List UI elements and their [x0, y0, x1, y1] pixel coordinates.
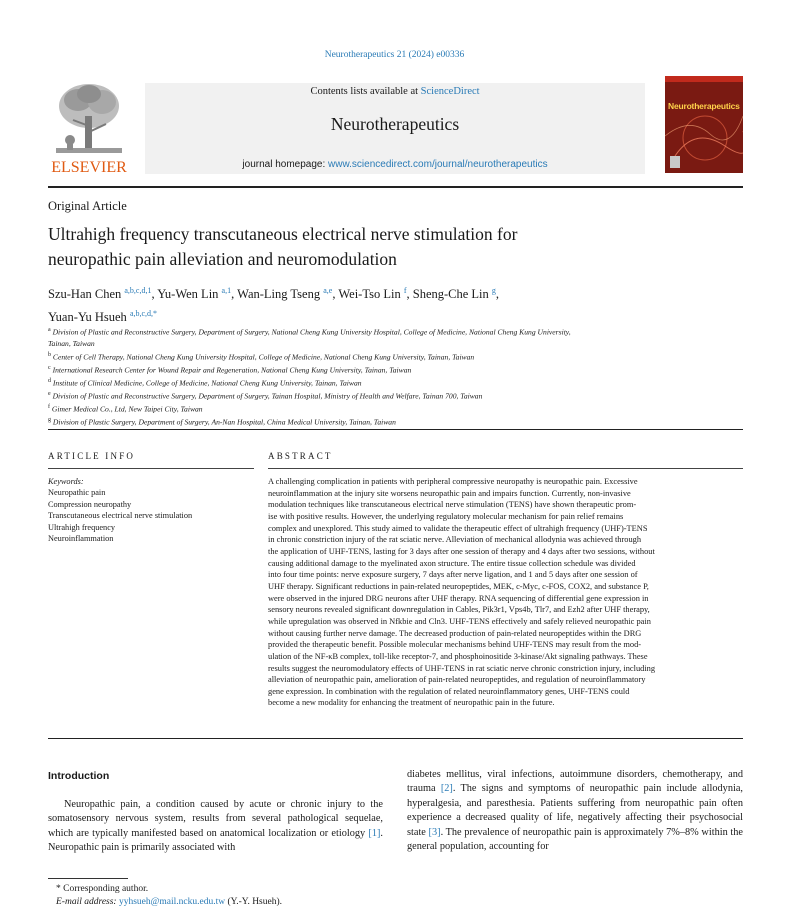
abstract-line: A challenging complication in patients with peripheral compressive neuropathy is neuropathic pain. Excessive — [268, 477, 638, 486]
keyword: Neuroinflammation — [48, 534, 114, 544]
author[interactable]: Sheng-Che Lin $^g$, — [412, 286, 500, 302]
abstract-line: neuroinflammation at the injury site worsens neuropathic pain and impairs function. Currently, non-invasive — [268, 488, 631, 498]
abstract-line: the application of UHF-TENS, lasting for 3 days after one session of therapy and 4 days after two sessions, without — [268, 546, 655, 556]
abstract-line: provided the therapeutic benefit. Possible molecular mechanisms behind UHF-TENS may result from the mod- — [268, 640, 642, 650]
homepage-link[interactable]: www.sciencedirect.com/journal/neurotherapeutics — [328, 159, 548, 170]
contents-line — [145, 86, 645, 97]
affiliation: $^b$ Center of Cell Therapy, National Cheng Kung University Hospital, College of Medicine, National Cheng Kung University, Tainan, Taiwan — [48, 351, 475, 362]
affiliation-continuation: Tainan, Taiwan — [48, 339, 95, 349]
author-affiliation-marks[interactable]: f — [403, 286, 407, 295]
section-heading-introduction: Introduction — [48, 770, 110, 782]
sciencedirect-link[interactable]: ScienceDirect — [420, 86, 480, 97]
author[interactable]: Yuan-Yu Hsueh $^{a,b,c,d,*}$ — [48, 309, 158, 325]
author-list — [48, 281, 688, 327]
affiliation: $^e$ Division of Plastic and Reconstructive Surgery, Department of Surgery, Tainan Hospital, Ministry of Health and Welfare, Tainan 700, Taiwan — [48, 391, 483, 401]
journal-name: Neurotherapeutics — [330, 114, 460, 134]
article-info-rule — [48, 468, 254, 469]
abstract-line: were observed in the injured DRG neurons after UHF therapy. RNA sequencing of differential gene expression in — [268, 593, 649, 603]
reference-link[interactable]: [3] — [428, 826, 441, 838]
journal-citation[interactable] — [0, 50, 789, 60]
keywords-list — [48, 476, 258, 544]
header-rule — [48, 186, 743, 188]
title-line-1: Ultrahigh frequency transcutaneous electrical nerve stimulation for — [48, 224, 518, 244]
title-line-2: neuropathic pain alleviation and neuromodulation — [48, 249, 397, 269]
abstract-body — [268, 476, 743, 709]
abstract-rule — [268, 468, 743, 469]
reference-link[interactable]: [1] — [368, 827, 381, 839]
keyword: Transcutaneous electrical nerve stimulation — [48, 511, 193, 521]
abstract-end-rule — [48, 738, 743, 739]
affiliation: $^a$ Division of Plastic and Reconstructive Surgery, Department of Surgery, National Cheng Kung University Hospital, College of Medicine, National Cheng Kung University, — [48, 327, 571, 337]
homepage-prefix: journal homepage: — [242, 159, 326, 170]
masthead — [48, 76, 743, 176]
abstract-line: into four time points: nerve exposure surgery, 7 days after nerve ligation, and 1 and 5 days after one session of — [268, 570, 638, 580]
email-link[interactable]: yyhsueh@mail.ncku.edu.tw — [118, 897, 226, 907]
journal-cover-icon — [665, 76, 743, 173]
author-affiliation-marks[interactable]: g — [491, 286, 496, 295]
contents-prefix: Contents lists available at — [310, 86, 419, 97]
affiliation: $^d$ Institute of Clinical Medicine, College of Medicine, National Cheng Kung University, Tainan, Taiwan — [48, 377, 362, 388]
cover-title: Neurotherapeutics — [668, 101, 740, 111]
introduction-paragraph-left: Neuropathic pain, a condition caused by acute or chronic injury to the somatosensory nervous system, results from several pathological sequelae, which are typically manifested based on anatomical localization or etiology [1]. Neuropathic pain is primarily associated with — [48, 799, 383, 854]
journal-cover-thumbnail[interactable] — [665, 76, 743, 173]
introduction-paragraph-right: diabetes mellitus, viral infections, autoimmune disorders, chemotherapy, and trauma [2]. The signs and symptoms of neuropathic pain include allodynia, hyperalgesia, and paresthesia. Patients suffering from neuropathic pain often experience a decreased quality of life, negatively affecting their psychosocial state [3]. The prevalence of neuropathic pain is approximately 7%–8% within the general population, accounting for — [407, 769, 743, 853]
email-footnote — [56, 897, 282, 907]
abstract-line: complex and unexplored. This study aimed to validate the therapeutic effect of ultrahigh frequency (UHF)-TENS — [268, 523, 648, 533]
keyword: Ultrahigh frequency — [48, 522, 116, 532]
article-info-heading: ARTICLE INFO — [48, 451, 136, 461]
citation-link[interactable]: Neurotherapeutics 21 (2024) e00336 — [324, 50, 465, 60]
email-owner: (Y.-Y. Hsueh). — [227, 897, 283, 907]
abstract-heading: ABSTRACT — [268, 451, 333, 461]
abstract-line: results suggest the neuromodulatory effects of UHF-TENS in rat sciatic nerve chronic constriction injury, including — [268, 663, 656, 673]
abstract-line: gene expression. In combination with the regulation of related neuroinflammatory genes, UHF-TENS could — [268, 686, 630, 696]
elsevier-tree-logo-icon — [48, 76, 130, 176]
affiliation: $^f$ Gimer Medical Co., Ltd, New Taipei City, Taiwan — [48, 404, 203, 414]
keywords-label: Keywords: — [48, 477, 84, 486]
article-title — [48, 222, 648, 272]
affiliation: $^g$ Division of Plastic Surgery, Department of Surgery, An-Nan Hospital, China Medical University, Tainan, Taiwan — [48, 417, 396, 427]
author[interactable]: Yu-Wen Lin $^{a,1}$, — [157, 286, 238, 302]
abstract-line: while upregulation was observed in Nfkbie and Cln3. UHF-TENS effectively and safely relieved neuropathic pain — [268, 616, 651, 626]
abstract-line: become a new modality for enhancing the treatment of neuropathic pain in the future. — [268, 698, 555, 708]
author-affiliation-marks[interactable]: a,b,c,d,1 — [124, 286, 152, 295]
abstract-line: in chronic constriction injury of the rat sciatic nerve. Alleviation of mechanical allodynia was achieved through — [268, 535, 642, 545]
affiliation-list — [48, 325, 688, 428]
journal-homepage-line — [145, 159, 645, 170]
abstract-line: causing additional damage to the myelinated axon structure. The entire tissue collection schedule was divided — [268, 558, 636, 568]
abstract-line: ise with positive results. However, the underlying regulatory molecular mechanism for pain relief remains — [268, 511, 624, 521]
author-affiliation-marks[interactable]: a,b,c,d,* — [129, 309, 158, 319]
abstract-line: without causing further nerve damage. The decreased production of pain-related neuropeptides within the DRG — [268, 628, 642, 638]
keyword: Neuropathic pain — [48, 488, 106, 498]
affiliation: $^c$ International Research Center for Wound Repair and Regeneration, National Cheng Kung University, Tainan, Taiwan — [48, 364, 412, 375]
corresponding-author-note: * Corresponding author. — [56, 884, 149, 894]
abstract-line: UHF therapy. Significant reductions in pain-related neuropeptides, MEK, c-Myc, c-FOS, COX2, and substance P, — [268, 581, 649, 591]
author[interactable]: Wan-Ling Tseng $^{a,e}$, — [237, 286, 339, 302]
keyword: Compression neuropathy — [48, 499, 132, 509]
reference-link[interactable]: [2] — [440, 783, 453, 795]
footnote-rule — [48, 878, 128, 879]
abstract-line: modulation techniques like transcutaneous electrical nerve stimulation (TENS) have shown therapeutic prom- — [268, 500, 637, 510]
article-type: Original Article — [48, 199, 127, 213]
publisher-wordmark: ELSEVIER — [51, 159, 127, 176]
abstract-line: alleviation of neuropathic pain, amelioration of pain-related neuropeptides, and regulation of neuroinflammatory — [268, 675, 646, 685]
author[interactable]: Wei-Tso Lin $^f$, — [338, 286, 413, 302]
abstract-line: sensory neurons revealed significant downregulation in Cables, Pik3r1, Vps4b, Tlr7, and Ezh2 after UHF therapy, — [268, 605, 650, 615]
author[interactable]: Szu-Han Chen $^{a,b,c,d,1}$, — [48, 286, 158, 302]
elsevier-logo[interactable] — [48, 76, 130, 176]
journal-banner — [145, 83, 645, 174]
abstract-line: ulation of the NF-κB complex, toll-like receptor-7, and phosphoinositide 3-kinase/Akt signaling pathways. These — [268, 651, 648, 661]
author-affiliation-marks[interactable]: a,e — [323, 286, 333, 295]
email-label: E-mail address: — [56, 897, 117, 907]
author-affiliation-marks[interactable]: a,1 — [221, 286, 232, 295]
front-matter-rule — [48, 429, 743, 430]
